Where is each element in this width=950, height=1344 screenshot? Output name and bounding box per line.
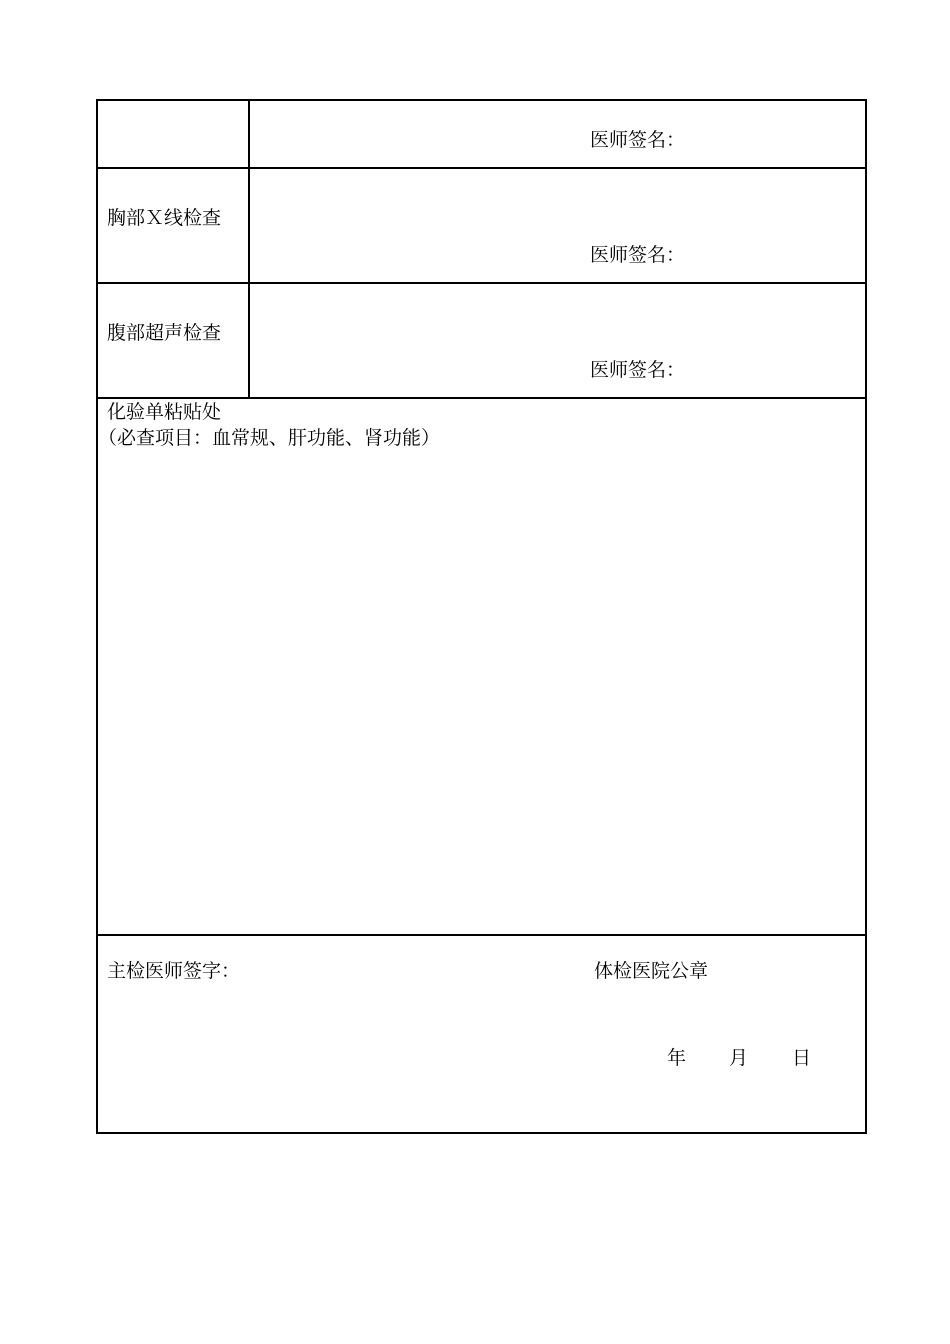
doctor-signature-label: 医师签名： (590, 244, 686, 266)
lab-section-note: （必查项目：血常规、肝功能、肾功能） (98, 427, 441, 449)
exam-row-abdominal-ultrasound (98, 284, 865, 397)
exam-row-1 (98, 101, 865, 167)
signature-seal-section (98, 936, 865, 1134)
exam-row-chest-xray (98, 169, 865, 282)
doctor-signature-label: 医师签名： (590, 129, 686, 151)
exam-row-label: 胸部Ｘ线检查 (107, 207, 222, 229)
date-month-label: 月 (729, 1047, 749, 1069)
medical-exam-form (96, 99, 867, 1134)
date-day-label: 日 (792, 1047, 812, 1069)
lab-section-title: 化验单粘贴处 (107, 401, 222, 423)
doctor-signature-label: 医师签名： (590, 359, 686, 381)
exam-row-label: 腹部超声检查 (107, 322, 222, 344)
lab-report-attachment-area (98, 399, 865, 934)
column-divider (248, 101, 250, 397)
date-year-label: 年 (667, 1047, 687, 1069)
chief-doctor-signature-label: 主检医师签字： (107, 960, 241, 982)
hospital-seal-label: 体检医院公章 (594, 960, 709, 982)
